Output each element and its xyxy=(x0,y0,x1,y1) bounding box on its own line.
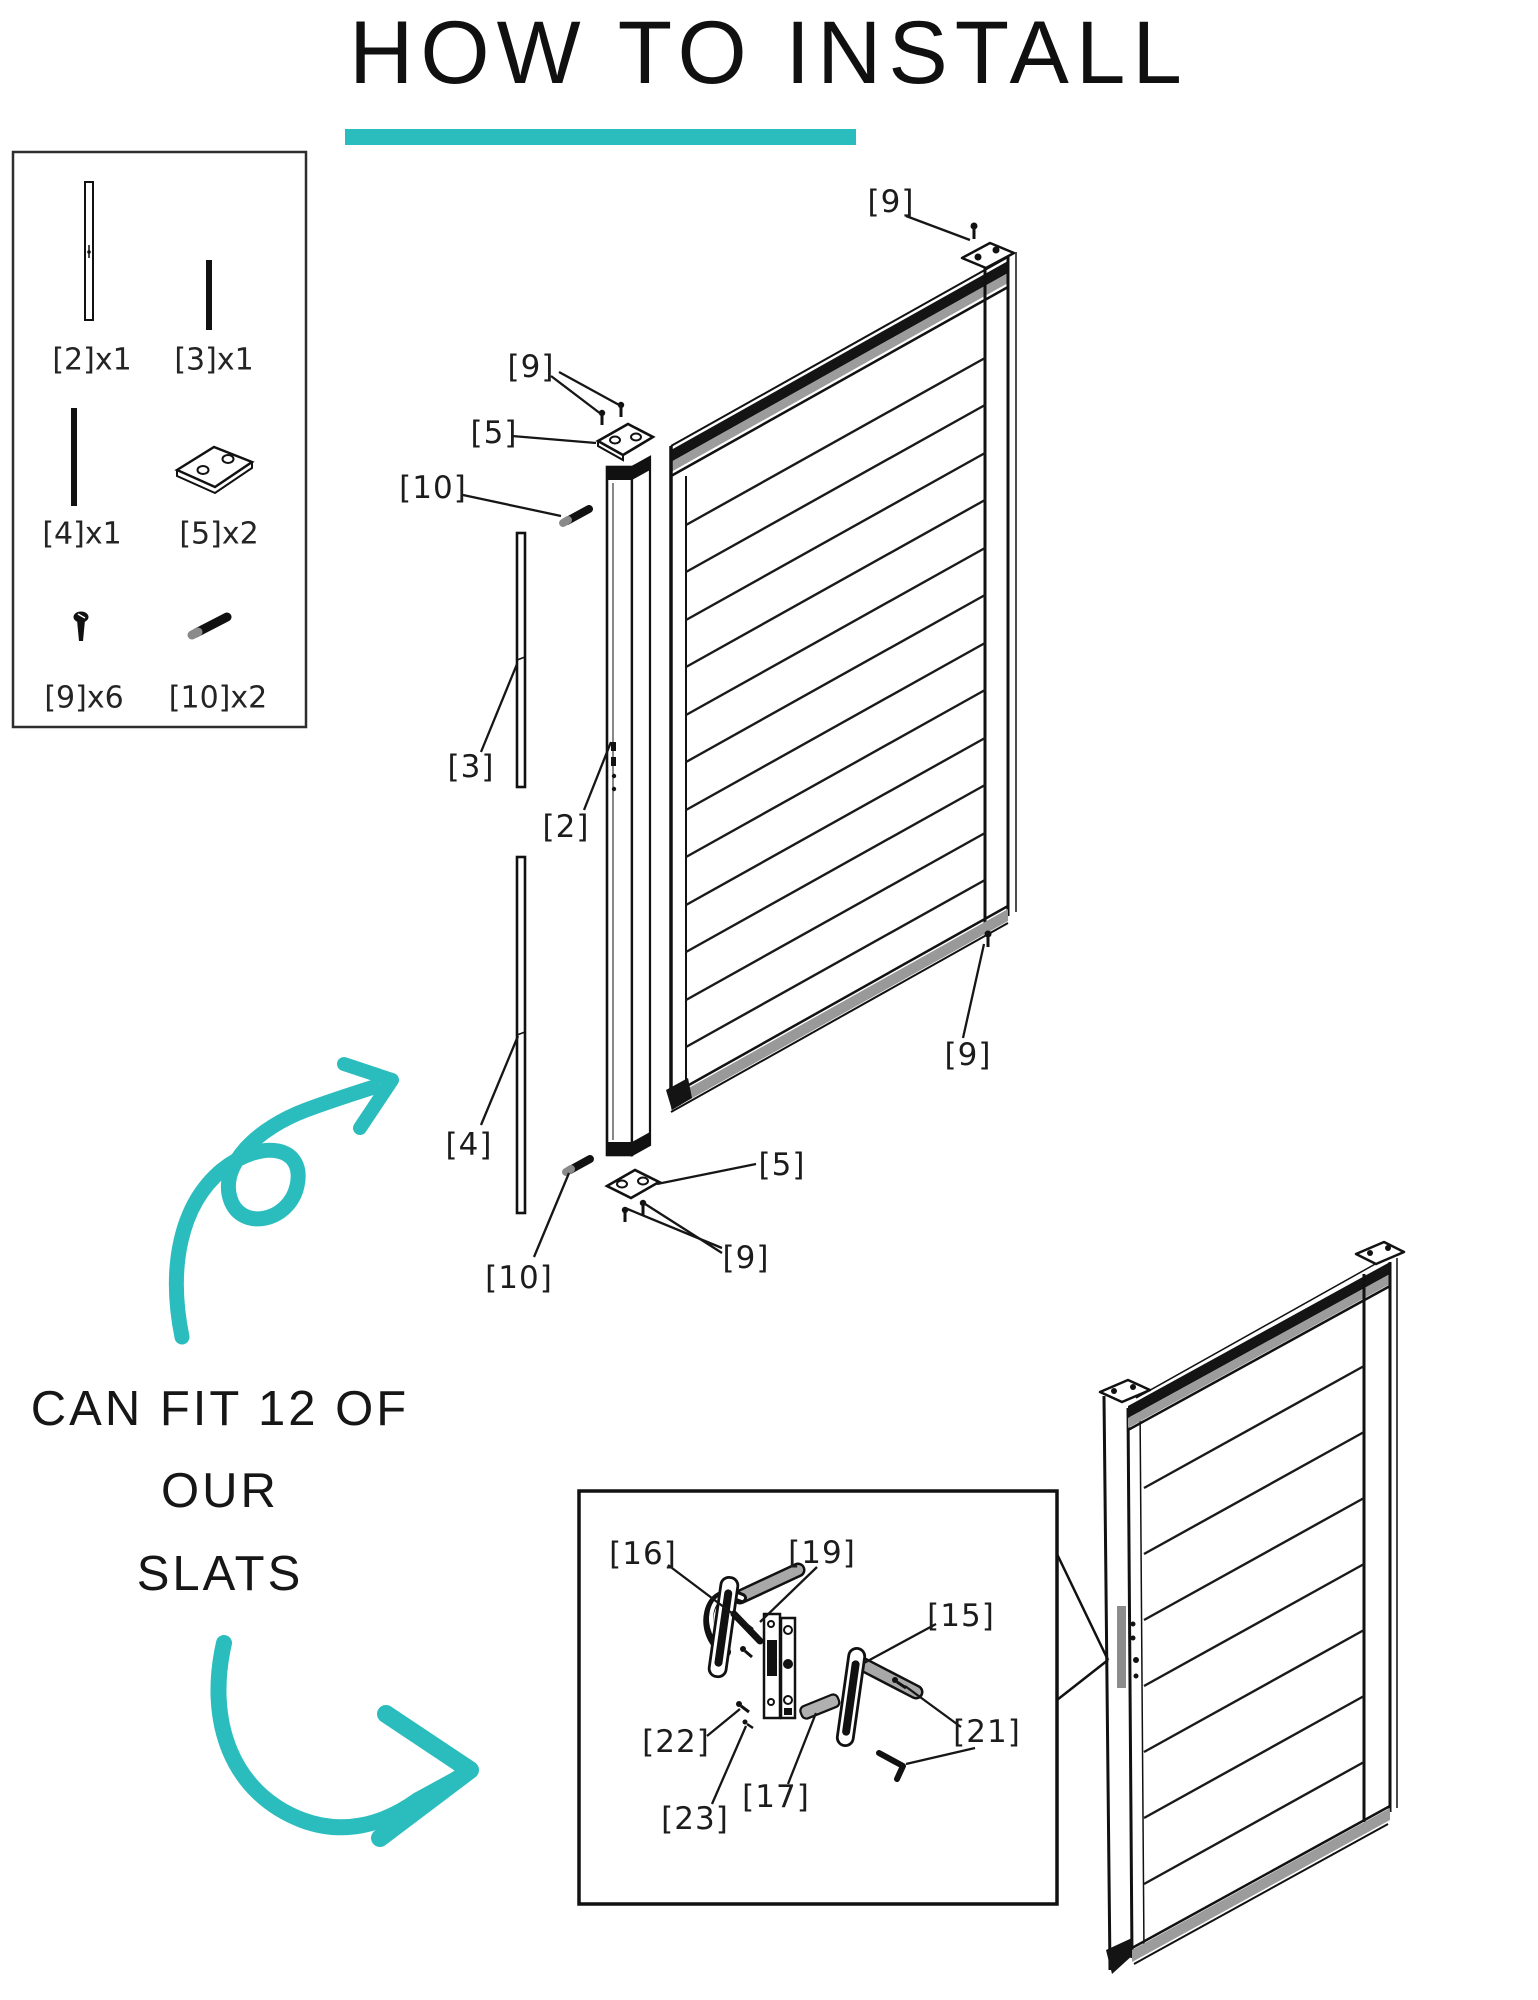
note-line-1: CAN FIT 12 OF xyxy=(30,1382,410,1436)
callout-bolt-top: [10] xyxy=(399,470,467,506)
note-line-3: SLATS xyxy=(136,1546,304,1601)
callout-screws-bottom: [9] xyxy=(722,1240,770,1276)
callout-bolt-bottom: [10] xyxy=(485,1260,553,1296)
legend-item-label: [3]x1 xyxy=(174,342,254,378)
callout-fixing-set: [21] xyxy=(953,1714,1021,1750)
callout-screw-22: [22] xyxy=(642,1724,710,1760)
callout-long-bar: [4] xyxy=(445,1127,493,1163)
callout-plate-top: [5] xyxy=(470,415,518,451)
page-title: HOW TO INSTALL xyxy=(349,2,1189,102)
callout-latch: [17] xyxy=(742,1779,810,1815)
callout-top-screw: [9] xyxy=(867,184,915,220)
legend-item-label: [10]x2 xyxy=(168,680,268,716)
legend-item-label: [5]x2 xyxy=(179,516,259,552)
exploded-frame-parts-drawing xyxy=(517,402,659,1222)
note-line-2: OUR xyxy=(161,1464,279,1519)
assembled-gate-panel-drawing xyxy=(1100,1242,1404,1974)
parts-legend-box xyxy=(13,152,306,727)
curly-arrow-up-icon xyxy=(176,1064,392,1337)
callout-handle-right: [15] xyxy=(927,1598,995,1634)
callout-lock-stile: [2] xyxy=(542,809,590,845)
frame-bar-outline-icon xyxy=(85,182,93,320)
callout-short-bar: [3] xyxy=(447,749,495,785)
callout-plate-bottom: [5] xyxy=(758,1147,806,1183)
callout-handle-left: [16] xyxy=(609,1536,677,1572)
main-leader-lines xyxy=(463,216,984,1257)
legend-item-label: [2]x1 xyxy=(52,342,132,378)
callout-corner-screw: [9] xyxy=(944,1037,992,1073)
swoosh-arrow-down-icon xyxy=(218,1643,470,1838)
callout-screws-mid: [9] xyxy=(507,349,555,385)
legend-item-label: [9]x6 xyxy=(44,680,124,716)
legend-item-label: [4]x1 xyxy=(42,516,122,552)
callout-screw-23: [23] xyxy=(661,1801,729,1837)
long-rod-icon xyxy=(71,408,77,506)
callout-spindle: [19] xyxy=(788,1535,856,1571)
short-rod-icon xyxy=(206,260,212,330)
main-gate-panel-drawing xyxy=(666,223,1016,1113)
